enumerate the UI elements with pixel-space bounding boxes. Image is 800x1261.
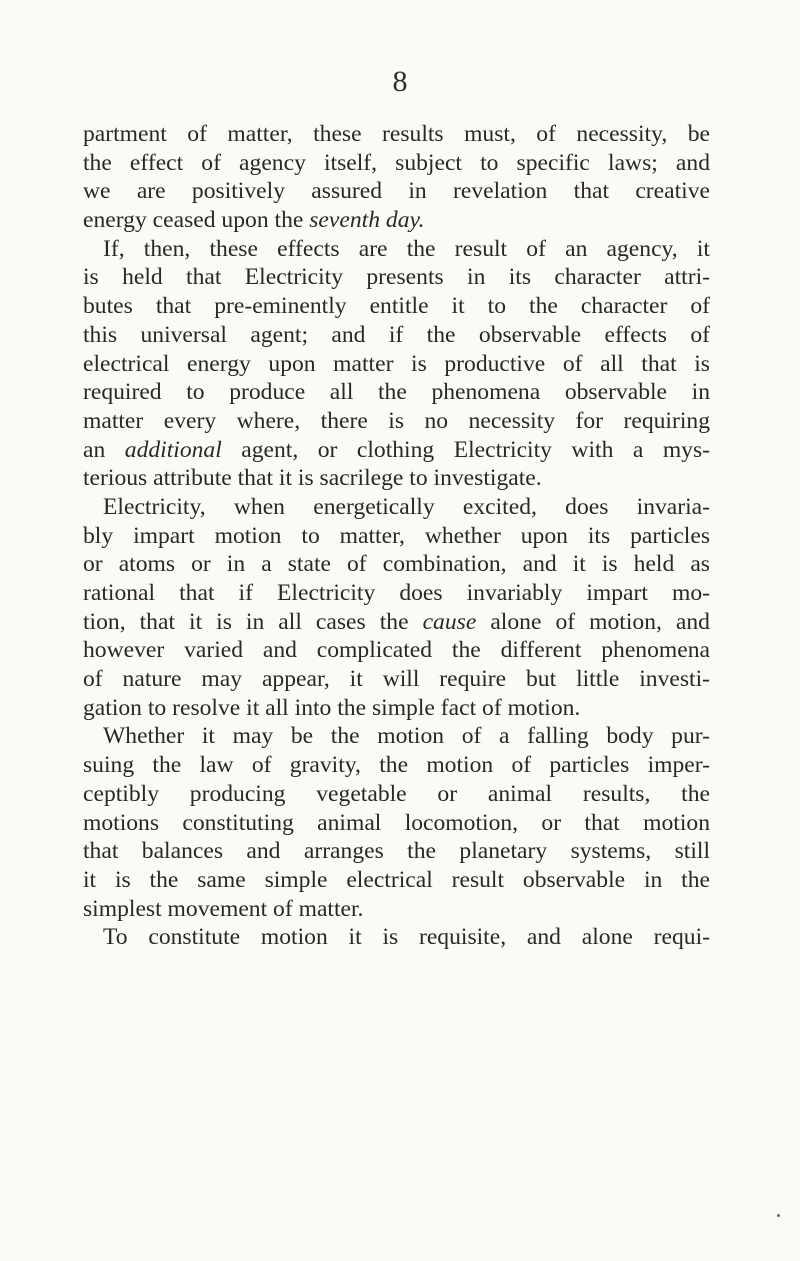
italic-text: cause (422, 608, 477, 635)
text-line: or atoms or in a state of combination, and it is held as (83, 551, 710, 578)
text-line: simplest movement of matter. (83, 895, 364, 922)
text-line: required to produce all the phenomena observable in (83, 379, 710, 406)
text-line: Electricity, when energetically excited, does invaria- (103, 493, 710, 520)
text-line (83, 206, 710, 235)
body-text (83, 120, 710, 952)
text-fragment: alone of motion, and (476, 608, 710, 635)
text-fragment: an (83, 436, 125, 463)
page-number: 8 (392, 65, 408, 98)
text-line (83, 436, 710, 465)
text-line: it is the same simple electrical result observable in the (83, 866, 710, 893)
text-fragment: agent, or clothing Electricity with a mys- (221, 436, 711, 463)
text-line: this universal agent; and if the observable effects of (83, 321, 710, 348)
text-line: Whether it may be the motion of a falling body pur- (103, 723, 710, 750)
text-line: that balances and arranges the planetary systems, still (83, 838, 710, 865)
text-line: however varied and complicated the different phenomena (83, 637, 710, 664)
italic-text: additional (124, 436, 222, 463)
text-line: electrical energy upon matter is productive of all that is (83, 350, 710, 377)
text-line: we are positively assured in revelation that creative (83, 178, 710, 205)
text-line: terious attribute that it is sacrilege to investigate. (83, 465, 542, 492)
text-line: is held that Electricity presents in its character attri- (83, 264, 710, 291)
text-line: motions constituting animal locomotion, or that motion (83, 809, 710, 836)
text-line: partment of matter, these results must, of necessity, be (83, 121, 710, 147)
text-line (83, 608, 710, 637)
text-line: gation to resolve it all into the simple fact of motion. (83, 694, 581, 721)
text-line: bly impart motion to matter, whether upon its particles (83, 522, 710, 549)
text-line: To constitute motion it is requisite, and alone requi- (103, 924, 710, 951)
text-line: suing the law of gravity, the motion of particles imper- (83, 752, 710, 779)
text-line: If, then, these effects are the result of an agency, it (103, 235, 710, 262)
text-line: matter every where, there is no necessity for requiring (83, 407, 710, 434)
text-line: ceptibly producing vegetable or animal results, the (83, 780, 710, 807)
text-line: butes that pre-eminently entitle it to the character of (83, 293, 710, 320)
text-fragment: tion, that it is in all cases the (83, 608, 423, 635)
italic-text: seventh day. (309, 207, 425, 234)
text-line: rational that if Electricity does invariably impart mo- (83, 580, 710, 606)
print-speck (777, 1214, 780, 1217)
text-line: the effect of agency itself, subject to specific laws; and (83, 149, 710, 176)
text-line: of nature may appear, it will require but little investi- (83, 666, 710, 693)
text-fragment: energy ceased upon the (83, 207, 310, 234)
